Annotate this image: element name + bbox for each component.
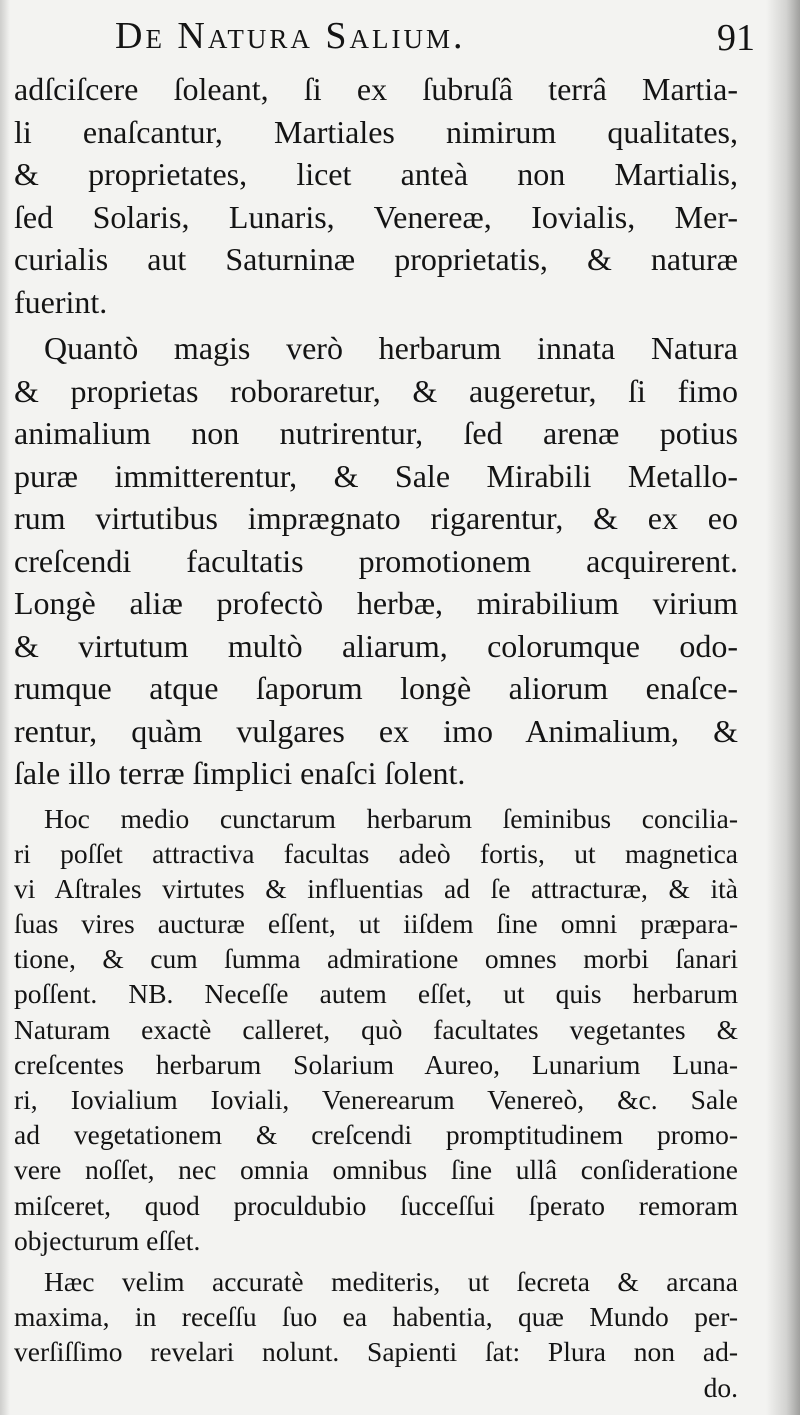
paragraph-4 xyxy=(14,1264,738,1405)
text-line: ſed Solaris, Lunaris, Venereæ, Iovialis, Mer- xyxy=(14,198,738,235)
text-line: creſcendi facultatis promotionem acquirerent. xyxy=(14,542,738,579)
text-line: puræ immitterentur, & Sale Mirabili Metallo- xyxy=(14,457,738,494)
text-line: Hæc velim accuratè mediteris, ut ſecreta & arcana xyxy=(44,1265,738,1297)
page-header xyxy=(115,14,755,70)
text-line: fuerint. xyxy=(14,283,108,320)
text-line: ri poſſet attractiva facultas adeò fortis, ut magnetica xyxy=(14,837,738,869)
text-line: tione, & cum ſumma admiratione omnes morbi ſanari xyxy=(14,943,738,975)
page-number: 91 xyxy=(717,17,755,59)
text-line: li enaſcantur, Martiales nimirum qualitates, xyxy=(14,113,738,150)
page-shadow xyxy=(0,0,10,1415)
text-line: Longè aliæ profectò herbæ, mirabilium virium xyxy=(14,585,738,621)
text-line: vere noſſet, nec omnia omnibus ſine ullâ conſideratione xyxy=(14,1154,738,1186)
running-title: De Natura Salium. xyxy=(115,15,466,57)
text-line: ad vegetationem & creſcendi promptitudinem promo- xyxy=(14,1119,738,1151)
text-line: poſſent. NB. Neceſſe autem eſſet, ut quis herbarum xyxy=(14,978,738,1010)
body-text xyxy=(14,68,738,1405)
text-line: & proprietates, licet anteà non Martialis, xyxy=(14,156,738,192)
text-line: Quantò magis verò herbarum innata Natura xyxy=(44,330,738,366)
paragraph-3 xyxy=(14,801,738,1258)
text-line: rumque atque ſaporum longè aliorum enaſce- xyxy=(14,670,738,706)
page-edge-shadow xyxy=(766,0,800,1415)
text-line: adſciſcere ſoleant, ſi ex ſubruſâ terrâ Martia- xyxy=(14,71,738,107)
text-line: creſcentes herbarum Solarium Aureo, Lunarium Luna- xyxy=(14,1048,738,1080)
text-line: objecturum eſſet. xyxy=(14,1224,201,1256)
text-line: & proprietas roboraretur, & augeretur, ſi fimo xyxy=(14,372,738,409)
text-line: rentur, quàm vulgares ex imo Animalium, & xyxy=(14,712,738,749)
text-line: ri, Iovialium Ioviali, Venerearum Venereò, &c. Sale xyxy=(14,1084,738,1115)
text-line: & virtutum multò aliarum, colorumque odo- xyxy=(14,627,738,664)
text-line: Naturam exactè calleret, quò facultates vegetantes & xyxy=(14,1013,738,1045)
paragraph-2 xyxy=(14,327,738,795)
text-line: curialis aut Saturninæ proprietatis, & naturæ xyxy=(14,241,738,277)
text-line: rum virtutibus imprægnato rigarentur, & ex eo xyxy=(14,500,738,536)
paragraph-1 xyxy=(14,68,738,323)
text-line: Hoc medio cunctarum herbarum ſeminibus concilia- xyxy=(44,802,738,834)
text-line: ſuas vires aucturæ eſſent, ut iiſdem ſine omni præpara- xyxy=(14,908,738,940)
text-line: verſiſſimo revelari nolunt. Sapienti ſat: Plura non ad- xyxy=(14,1336,738,1368)
text-line: ſale illo terræ ſimplici enaſci ſolent. xyxy=(14,755,466,791)
text-line: vi Aſtrales virtutes & influentias ad ſe attracturæ, & ità xyxy=(14,872,738,904)
text-line: maxima, in receſſu ſuo ea habentia, quæ Mundo per- xyxy=(14,1301,738,1333)
text-line: miſceret, quod proculdubio ſucceſſui ſperato remoram xyxy=(14,1189,738,1221)
text-line: do. xyxy=(703,1371,738,1403)
text-line: animalium non nutrirentur, ſed arenæ potius xyxy=(14,415,738,451)
